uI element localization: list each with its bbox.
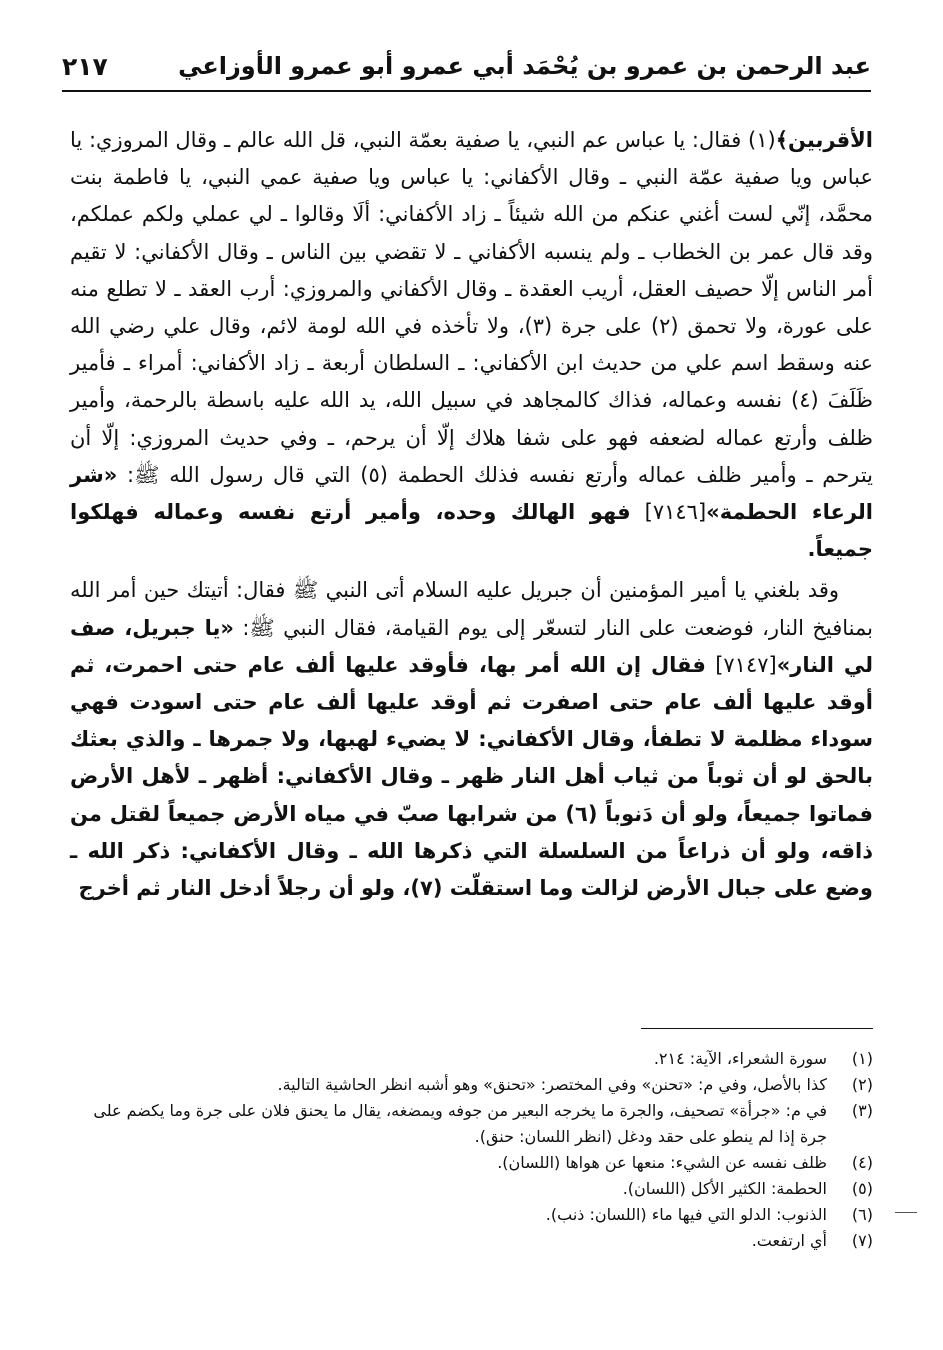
margin-mark [895,1212,917,1213]
footnotes [70,1046,873,1254]
footnote-number: (٥) [851,1179,873,1198]
text-segment: (١) فقال: يا عباس عم النبي، يا صفية بعمّة النبي، قل الله عالم ـ وقال المروزي: يا عباس ويا صفية عمّة النبي ـ وقال الأكفاني: يا عباس ويا صفية عمي النبي، يا فاطمة بنت محمَّد، إنّي لست أغني عنكم من الله شيئاً ـ زاد الأكفاني: ألَا وقالوا ـ لي عملي ولكم عملكم، وقد قال عمر بن الخطاب ـ ولم ينسبه الأكفاني ـ لا تقضي بين الناس ـ وقال الأكفاني: لا تقيم أمر الناس إلّا حصيف العقل، أريب العقدة ـ وقال الأكفاني والمروزي: أرب العقد ـ لا تطلع منه على عورة، ولا تحمق (٢) على جرة (٣)، ولا تأخذه في الله لومة لائم، وقال علي رضي الله عنه وسقط اسم علي من حديث ابن الأكفاني: ـ السلطان أربعة ـ زاد الأكفاني: أمراء ـ فأمير ظَلَفَ (٤) نفسه وعماله، فذاك كالمجاهد في سبيل الله، يد الله عليه باسطة بالرحمة، وأمير ظلف وأرتع عماله لضعفه فهو على شفا هلاك إلّا أن يرحم، ـ وفي حديث المروزي: إلّا أن يترحم ـ وأمير ظلف عماله وأرتع نفسه فذلك الحطمة (٥) التي قال رسول الله ﷺ: [70,128,873,487]
page-header [62,44,871,92]
footnote-number: (٧) [851,1231,873,1250]
footnote [70,1202,873,1228]
footnote-number: (٣) [851,1101,873,1120]
footnote-number: (٦) [851,1205,873,1224]
footnote [70,1098,873,1150]
bold-text-segment: فقال إن الله أمر بها، فأوقد عليها ألف عام حتى احمرت، ثم أوقد عليها ألف عام حتى اصفرت ثم أوقد عليها ألف عام حتى اسودت فهي سوداء مظلمة لا تطفأ، وقال الأكفاني: لا يضيء لهبها، ولا جمرها ـ والذي بعثك بالحق لو أن ثوباً من ثياب أهل النار ظهر ـ وقال الأكفاني: أظهر ـ لأهل الأرض فماتوا جميعاً، ولو أن دَنوباً (٦) من شرابها صبّ في مياه الأرض جميعاً لقتل من ذاقه، ولو أن ذراعاً من السلسلة التي ذكرها الله ـ وقال الأكفاني: ذكر الله ـ وضع على جبال الأرض لزالت وما استقلّت (٧)، ولو أن رجلاً أدخل النار ثم أخرج [70,652,873,901]
footnote-text: سورة الشعراء، الآية: ٢١٤. [653,1049,827,1068]
footnote-number: (٤) [851,1153,873,1172]
footnote-text: ظلف نفسه عن الشيء: منعها عن هواها (اللسان). [497,1153,827,1172]
footnote [70,1176,873,1202]
footnote-text: في م: «جرأة» تصحيف، والجرة ما يخرجه البعير من جوفه ويمضغه، يقال ما يحنق فلان على جرة وما يكضم على جرة إذا لم ينطو على حقد ودغل (انظر اللسان: حنق). [93,1101,827,1146]
footnote-text: كذا بالأصل، وفي م: «تحنن» وفي المختصر: «تحنق» وهو أشبه انظر الحاشية التالية. [277,1075,827,1094]
footnote-separator [641,1028,873,1029]
text-segment: وقد بلغني يا أمير المؤمنين أن جبريل عليه السلام أتى النبي ﷺ فقال: أتيتك حين أمر الله بمنافيخ النار، فوضعت على النار لتسعّر إلى يوم القيامة، فقال النبي ﷺ: [70,578,874,640]
bold-text-segment: فهو الهالك وحده، وأمير أرتع نفسه وعماله فهلكوا جميعاً. [70,500,873,562]
footnote-text: الحطمة: الكثير الأكل (اللسان). [622,1179,827,1198]
bold-text-segment: «يا جبريل، صف لي النار» [70,615,873,677]
footnote-text: أي ارتفعت. [751,1231,827,1250]
paragraph [70,122,873,568]
running-title: عبد الرحمن بن عمرو بن يُحْمَد أبي عمرو أبو عمرو الأوزاعي [178,52,871,80]
footnote [70,1228,873,1254]
paragraph [70,572,873,907]
header-rule [62,90,871,92]
bold-text-segment: «شر الرعاء الحطمة» [70,462,873,525]
page-number: ٢١٧ [62,52,108,81]
text-segment: [٧١٤٦] [630,500,707,525]
footnote-number: (١) [851,1049,873,1068]
footnote-text: الذنوب: الدلو التي فيها ماء (اللسان: ذنب). [545,1205,827,1224]
bold-text-segment: الأقربين﴾ [775,128,873,152]
footnote [70,1150,873,1176]
footnote-number: (٢) [851,1075,873,1094]
main-text [70,122,873,907]
text-segment: [٧١٤٧] [705,652,777,677]
footnote [70,1046,873,1072]
footnote [70,1072,873,1098]
